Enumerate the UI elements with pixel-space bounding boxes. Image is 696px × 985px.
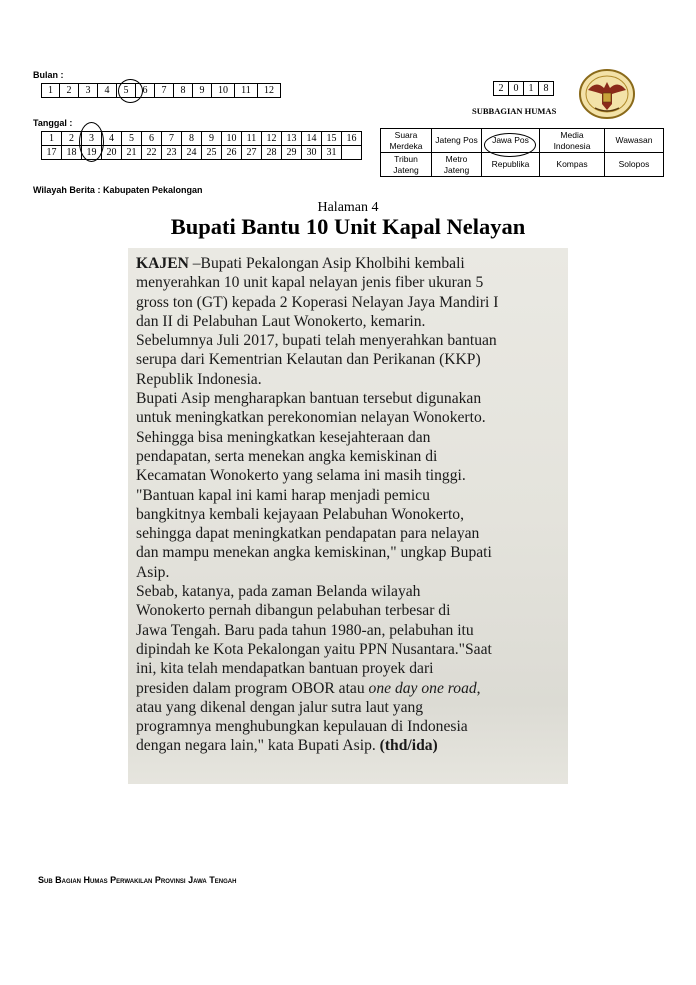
garuda-emblem-icon bbox=[578, 68, 636, 120]
date-cell bbox=[342, 146, 362, 160]
year-box bbox=[493, 81, 554, 96]
date-cell: 22 bbox=[142, 146, 162, 160]
article-line-text: ini, kita telah mendapatkan bantuan proyek dari bbox=[136, 660, 434, 678]
article-line bbox=[136, 447, 564, 466]
date-cell: 2 bbox=[62, 132, 82, 146]
article-line-text: serupa dari Kementrian Kelautan dan Perikanan (KKP) bbox=[136, 351, 481, 369]
date-cell: 8 bbox=[182, 132, 202, 146]
article-line-text: Asip. bbox=[136, 563, 170, 581]
date-cell: 31 bbox=[322, 146, 342, 160]
article-line-text: atau yang dikenal dengan jalur sutra laut yang bbox=[136, 698, 424, 716]
article-line-text: Sebab, katanya, pada zaman Belanda wilayah bbox=[136, 583, 421, 601]
date-cell: 25 bbox=[202, 146, 222, 160]
article-line-text: programnya menghubungkan kepulauan di Indonesia bbox=[136, 718, 468, 736]
article-line bbox=[136, 254, 564, 273]
tanggal-label: Tanggal : bbox=[33, 118, 73, 128]
month-cell: 8 bbox=[174, 84, 193, 98]
article-line bbox=[136, 273, 564, 292]
article-line-text: pendapatan, serta menekan angka kemiskinan di bbox=[136, 447, 438, 465]
date-cell: 7 bbox=[162, 132, 182, 146]
year-digit-cell: 2 bbox=[494, 82, 509, 96]
article-line-text: dengan negara lain," kata Bupati Asip. bbox=[136, 737, 380, 755]
media-cell: Kompas bbox=[540, 153, 605, 177]
article-line bbox=[136, 717, 564, 736]
month-cell: 11 bbox=[235, 84, 258, 98]
month-cell: 7 bbox=[155, 84, 174, 98]
media-cell: Suara Merdeka bbox=[381, 129, 432, 153]
article-line-text: Bupati Asip mengharapkan bantuan tersebut digunakan bbox=[136, 390, 482, 408]
date-cell: 15 bbox=[322, 132, 342, 146]
date-cell: 10 bbox=[222, 132, 242, 146]
date-cell: 19 bbox=[82, 146, 102, 160]
article-line bbox=[136, 331, 564, 350]
month-cell: 4 bbox=[98, 84, 117, 98]
date-cell: 4 bbox=[102, 132, 122, 146]
article-line-text: "Bantuan kapal ini kami harap menjadi pemicu bbox=[136, 486, 430, 504]
year-digit-cell: 0 bbox=[509, 82, 524, 96]
article-line-text: Kecamatan Wonokerto yang selama ini masih tinggi. bbox=[136, 467, 466, 485]
month-grid bbox=[41, 83, 281, 98]
month-cell: 5 bbox=[117, 84, 136, 98]
article-line-text: gross ton (GT) kepada 2 Koperasi Nelayan Jaya Mandiri I bbox=[136, 293, 499, 311]
article-line bbox=[136, 293, 564, 312]
media-cell: Republika bbox=[482, 153, 540, 177]
month-cell: 10 bbox=[212, 84, 235, 98]
selected-media-circle bbox=[484, 133, 536, 157]
article-line-text: presiden dalam program OBOR atau bbox=[136, 679, 369, 697]
article-line-text: Republik Indonesia. bbox=[136, 370, 262, 388]
date-cell: 5 bbox=[122, 132, 142, 146]
article-line bbox=[136, 505, 564, 524]
date-cell: 28 bbox=[262, 146, 282, 160]
selected-date-circle bbox=[79, 122, 104, 162]
article-line bbox=[136, 621, 564, 640]
date-cell: 12 bbox=[262, 132, 282, 146]
article-line bbox=[136, 350, 564, 369]
media-cell: Tribun Jateng bbox=[381, 153, 432, 177]
media-cell: Wawasan bbox=[605, 129, 664, 153]
office-name: SUBBAGIAN HUMAS bbox=[472, 106, 557, 116]
date-cell: 6 bbox=[142, 132, 162, 146]
article-line-text: KAJEN bbox=[136, 255, 189, 272]
article-line bbox=[136, 698, 564, 717]
date-cell: 13 bbox=[282, 132, 302, 146]
article-line bbox=[136, 408, 564, 427]
article-line bbox=[136, 736, 564, 755]
article-line bbox=[136, 389, 564, 408]
article-line bbox=[136, 312, 564, 331]
media-cell: Solopos bbox=[605, 153, 664, 177]
date-cell: 18 bbox=[62, 146, 82, 160]
article-line-text: one day one road bbox=[368, 679, 477, 697]
media-cell: Jawa Pos bbox=[482, 129, 540, 153]
article-line bbox=[136, 659, 564, 678]
news-clipping bbox=[128, 248, 568, 784]
date-cell: 1 bbox=[42, 132, 62, 146]
month-cell: 6 bbox=[136, 84, 155, 98]
month-cell: 12 bbox=[258, 84, 281, 98]
date-cell: 21 bbox=[122, 146, 142, 160]
article-title: Bupati Bantu 10 Unit Kapal Nelayan bbox=[170, 214, 526, 239]
date-cell: 9 bbox=[202, 132, 222, 146]
article-line bbox=[136, 543, 564, 562]
date-cell: 16 bbox=[342, 132, 362, 146]
year-digit-cell: 8 bbox=[539, 82, 554, 96]
media-cell: Metro Jateng bbox=[432, 153, 482, 177]
year-digit-cell: 1 bbox=[524, 82, 539, 96]
date-cell: 23 bbox=[162, 146, 182, 160]
article-line-text: Wonokerto pernah dibangun pelabuhan terbesar di bbox=[136, 602, 451, 620]
article-line-text: dipindah ke Kota Pekalongan yaitu PPN Nusantara."Saat bbox=[136, 640, 492, 658]
article-line bbox=[136, 582, 564, 601]
month-cell: 1 bbox=[42, 84, 60, 98]
date-cell: 17 bbox=[42, 146, 62, 160]
month-cell: 3 bbox=[79, 84, 98, 98]
date-cell: 30 bbox=[302, 146, 322, 160]
date-cell: 20 bbox=[102, 146, 122, 160]
article-line-text: bangkitnya kembali kejayaan Pelabuhan Wonokerto, bbox=[136, 505, 464, 523]
article-line bbox=[136, 486, 564, 505]
article-line bbox=[136, 524, 564, 543]
date-cell: 29 bbox=[282, 146, 302, 160]
date-cell: 3 bbox=[82, 132, 102, 146]
article-line-text: Sebelumnya Juli 2017, bupati telah menyerahkan bantuan bbox=[136, 332, 497, 350]
article-line bbox=[136, 466, 564, 485]
article-line bbox=[136, 640, 564, 659]
region-label: Wilayah Berita : Kabupaten Pekalongan bbox=[33, 185, 203, 195]
selected-month-circle bbox=[118, 79, 143, 103]
date-cell: 14 bbox=[302, 132, 322, 146]
article-line bbox=[136, 428, 564, 447]
article-line-text: Jawa Tengah. Baru pada tahun 1980-an, pelabuhan itu bbox=[136, 621, 474, 639]
article-line-text: Sehingga bisa meningkatkan kesejahteraan dan bbox=[136, 428, 431, 446]
bulan-label: Bulan : bbox=[33, 70, 64, 80]
article-line bbox=[136, 601, 564, 620]
article-line bbox=[136, 563, 564, 582]
article-line-text: , bbox=[476, 679, 481, 697]
article-line-text: dan II di Pelabuhan Laut Wonokerto, kemarin. bbox=[136, 312, 426, 330]
media-cell: Media Indonesia bbox=[540, 129, 605, 153]
month-cell: 2 bbox=[60, 84, 79, 98]
media-cell: Jateng Pos bbox=[432, 129, 482, 153]
article-line-text: sehingga dapat meningkatkan pendapatan para nelayan bbox=[136, 525, 480, 543]
article-line bbox=[136, 370, 564, 389]
date-cell: 27 bbox=[242, 146, 262, 160]
date-cell: 26 bbox=[222, 146, 242, 160]
month-cell: 9 bbox=[193, 84, 212, 98]
article-line bbox=[136, 679, 564, 698]
article-line-text: untuk meningkatkan perekonomian nelayan Wonokerto. bbox=[136, 409, 486, 427]
footer-text: Sub Bagian Humas Perwakilan Provinsi Jawa Tengah bbox=[38, 875, 237, 885]
page-number: Halaman 4 bbox=[317, 200, 379, 215]
article-line-text: –Bupati Pekalongan Asip Kholbihi kembali bbox=[188, 255, 465, 272]
article-line-text: menyerahkan 10 unit kapal nelayan jenis fiber ukuran 5 bbox=[136, 274, 484, 292]
article-line-text: (thd/ida) bbox=[379, 737, 438, 755]
date-cell: 11 bbox=[242, 132, 262, 146]
article-line-text: dan mampu menekan angka kemiskinan," ungkap Bupati bbox=[136, 544, 492, 562]
date-cell: 24 bbox=[182, 146, 202, 160]
